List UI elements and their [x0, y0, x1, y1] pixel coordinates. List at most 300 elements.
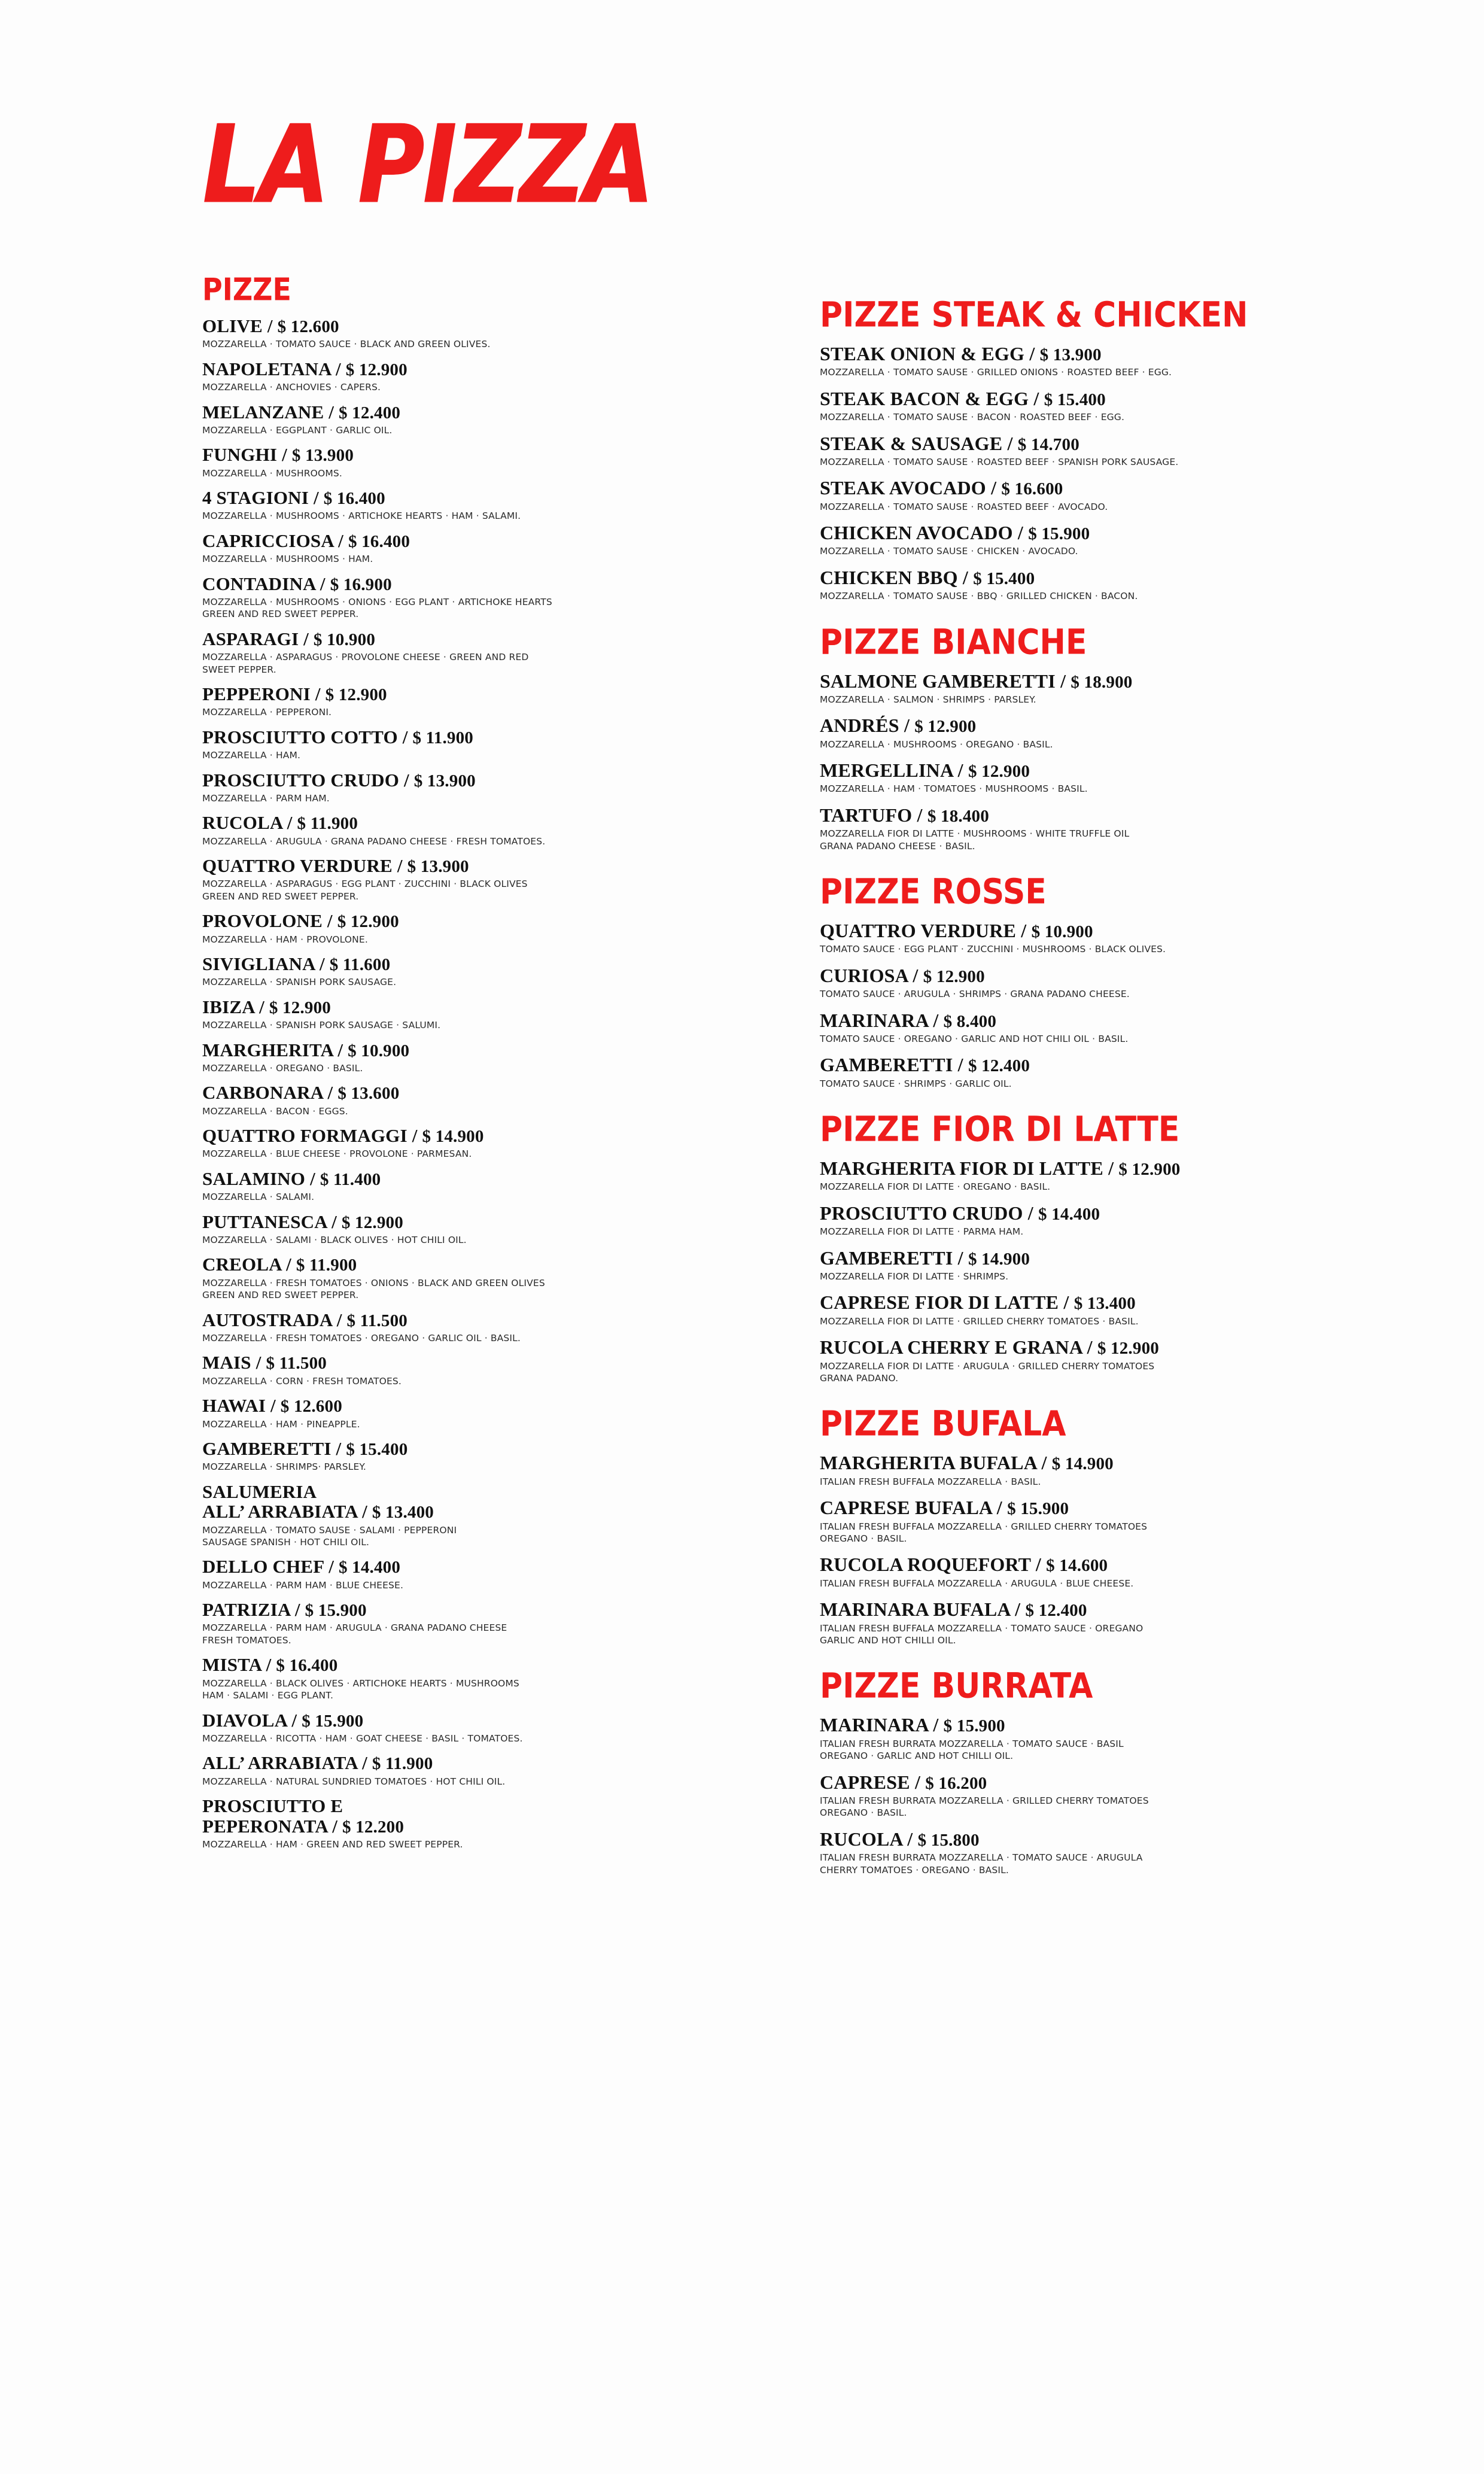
menu-item [202, 1439, 675, 1473]
menu-item-heading [820, 388, 1310, 409]
menu-item [820, 1452, 1310, 1488]
menu-item [202, 911, 675, 946]
menu-item [202, 316, 675, 351]
menu-item-price: $ 16.900 [330, 575, 392, 594]
menu-item [202, 531, 675, 566]
menu-item-price: $ 12.400 [968, 1056, 1030, 1076]
menu-item-price: $ 13.900 [407, 857, 469, 877]
menu-item [202, 1796, 675, 1850]
menu-item [202, 856, 675, 902]
menu-item-name: SIVIGLIANA / [202, 953, 325, 975]
menu-item-price: $ 11.900 [372, 1754, 433, 1774]
menu-section [820, 1109, 1310, 1384]
section-title: PIZZE BIANCHE [820, 622, 1087, 662]
menu-item-name: RUCOLA / [820, 1828, 913, 1850]
menu-item-price: $ 14.600 [1046, 1556, 1108, 1576]
menu-item-heading [202, 574, 675, 594]
menu-item [820, 1772, 1310, 1819]
menu-item-description: ITALIAN FRESH BURRATA MOZZARELLA · GRILLED CHERRY TOMATOES OREGANO · BASIL. [820, 1795, 1149, 1819]
menu-item-description: MOZZARELLA · TOMATO SAUSE · SALAMI · PEPPERONI SAUSAGE SPANISH · HOT CHILI OIL. [202, 1524, 457, 1548]
menu-item-heading [820, 478, 1310, 499]
menu-item [202, 1083, 675, 1117]
menu-item-description: MOZZARELLA FIOR DI LATTE · GRILLED CHERRY TOMATOES · BASIL. [820, 1315, 1139, 1327]
menu-item-name: RUCOLA / [202, 812, 293, 834]
menu-item-name: AUTOSTRADA / [202, 1309, 342, 1330]
menu-item [202, 1212, 675, 1247]
menu-item [202, 402, 675, 437]
menu-item [820, 715, 1310, 750]
menu-item [202, 954, 675, 989]
menu-item [820, 965, 1310, 1001]
menu-item-price: $ 14.700 [1017, 434, 1079, 454]
menu-item-heading [202, 1169, 675, 1189]
menu-item [820, 1203, 1310, 1238]
menu-item-heading [820, 1292, 1310, 1313]
menu-item-description: MOZZARELLA FIOR DI LATTE · ARUGULA · GRILLED CHERRY TOMATOES GRANA PADANO. [820, 1360, 1155, 1384]
menu-item-heading [820, 1554, 1310, 1575]
menu-item-description: MOZZARELLA · BLACK OLIVES · ARTICHOKE HEARTS · MUSHROOMS HAM · SALAMI · EGG PLANT. [202, 1677, 519, 1701]
menu-item-description: MOZZARELLA FIOR DI LATTE · SHRIMPS. [820, 1271, 1009, 1282]
menu-item [202, 1310, 675, 1345]
menu-item-price: $ 13.400 [1074, 1294, 1136, 1314]
menu-item-description: MOZZARELLA · MUSHROOMS. [202, 467, 342, 479]
menu-item-name: ASPARAGI / [202, 628, 309, 649]
menu-item [202, 1710, 675, 1745]
menu-item [820, 1248, 1310, 1283]
menu-item-price: $ 15.400 [346, 1439, 408, 1459]
menu-item-price: $ 15.900 [1007, 1499, 1069, 1519]
menu-item-description: MOZZARELLA FIOR DI LATTE · MUSHROOMS · WHITE TRUFFLE OIL GRANA PADANO CHEESE · BASIL. [820, 828, 1130, 852]
menu-item-heading [202, 1212, 675, 1232]
menu-item [820, 1554, 1310, 1589]
menu-item-description: MOZZARELLA · SPANISH PORK SAUSAGE. [202, 977, 397, 988]
menu-item-price: $ 11.600 [329, 955, 391, 975]
menu-item-description: MOZZARELLA · SPANISH PORK SAUSAGE · SALUMI. [202, 1020, 441, 1031]
menu-item [820, 760, 1310, 795]
menu-item-price: $ 14.400 [1038, 1204, 1100, 1224]
menu-item [820, 1010, 1310, 1045]
section-title: PIZZE STEAK & CHICKEN [820, 294, 1248, 335]
menu-item [202, 727, 675, 762]
menu-item-name: IBIZA / [202, 996, 264, 1017]
menu-item-price: $ 18.400 [927, 806, 989, 826]
menu-item-description: MOZZARELLA FIOR DI LATTE · OREGANO · BASIL. [820, 1181, 1051, 1193]
menu-item-price: $ 14.900 [968, 1249, 1030, 1269]
menu-item-name: STEAK BACON & EGG / [820, 387, 1039, 409]
menu-section [820, 1666, 1310, 1876]
menu-item [202, 1396, 675, 1430]
menu-item-heading [202, 1753, 675, 1773]
menu-item-heading [202, 1396, 675, 1416]
menu-item-heading [820, 1497, 1310, 1518]
menu-item-name: QUATTRO FORMAGGI / [202, 1125, 418, 1147]
menu-item-price: $ 16.200 [925, 1773, 987, 1793]
menu-item-price: $ 15.400 [973, 569, 1035, 588]
menu-item-description: TOMATO SAUCE · OREGANO · GARLIC AND HOT CHILI OIL · BASIL. [820, 1033, 1129, 1044]
menu-item-price: $ 14.400 [338, 1558, 401, 1578]
menu-item-price: $ 8.400 [943, 1011, 997, 1031]
menu-item-heading [820, 567, 1310, 588]
menu-item [820, 671, 1310, 706]
menu-item-name: CAPRESE / [820, 1771, 921, 1793]
menu-item-heading [820, 433, 1310, 454]
menu-item-description: MOZZARELLA · PEPPERONI. [202, 707, 332, 718]
menu-item-heading [820, 1772, 1310, 1793]
menu-item-price: $ 12.900 [1097, 1339, 1159, 1358]
menu-item [202, 1557, 675, 1591]
menu-item-name: RUCOLA ROQUEFORT / [820, 1554, 1041, 1576]
menu-item-heading [820, 1054, 1310, 1075]
menu-item-price: $ 13.400 [372, 1503, 434, 1522]
menu-item-description: MOZZARELLA · FRESH TOMATOES · OREGANO · GARLIC OIL · BASIL. [202, 1332, 521, 1344]
menu-item [202, 1169, 675, 1203]
menu-item-description: ITALIAN FRESH BUFFALA MOZZARELLA · ARUGULA · BLUE CHEESE. [820, 1578, 1134, 1589]
menu-item-price: $ 12.900 [341, 1212, 403, 1232]
menu-item-price: $ 11.900 [412, 728, 473, 747]
menu-item-description: MOZZARELLA · SHRIMPS· PARSLEY. [202, 1461, 366, 1473]
menu-item-name: HAWAI / [202, 1395, 276, 1417]
menu-item-heading [820, 1158, 1310, 1179]
menu-item-description: MOZZARELLA · MUSHROOMS · OREGANO · BASIL. [820, 738, 1053, 750]
menu-item-heading [202, 997, 675, 1017]
menu-item-name: ANDRÉS / [820, 715, 910, 737]
page-title: LA PIZZA [202, 102, 652, 228]
menu-item-price: $ 15.900 [943, 1716, 1005, 1736]
menu-item-heading [820, 805, 1310, 826]
menu-item-heading [820, 522, 1310, 543]
menu-item-description: MOZZARELLA · MUSHROOMS · HAM. [202, 554, 373, 565]
menu-item-name: STEAK AVOCADO / [820, 477, 997, 499]
menu-item [202, 813, 675, 847]
menu-item-name: CHICKEN AVOCADO / [820, 522, 1023, 544]
menu-item-name: MAIS / [202, 1352, 261, 1373]
menu-item-description: ITALIAN FRESH BURRATA MOZZARELLA · TOMATO SAUCE · BASIL OREGANO · GARLIC AND HOT CHILLI OIL. [820, 1738, 1124, 1762]
menu-item-price: $ 15.800 [917, 1830, 980, 1850]
menu-item-price: $ 11.500 [266, 1354, 327, 1373]
menu-item-name: PROVOLONE / [202, 910, 333, 932]
menu-item-description: MOZZARELLA · MUSHROOMS · ARTICHOKE HEARTS · HAM · SALAMI. [202, 510, 521, 522]
menu-item-price: $ 12.600 [277, 317, 339, 336]
menu-item-description: MOZZARELLA · NATURAL SUNDRIED TOMATOES · HOT CHILI OIL. [202, 1776, 506, 1787]
menu-item [820, 1337, 1310, 1384]
menu-item-description: MOZZARELLA · FRESH TOMATOES · ONIONS · BLACK AND GREEN OLIVES GREEN AND RED SWEET PEPPER. [202, 1277, 545, 1301]
menu-item-price: $ 12.900 [269, 998, 331, 1017]
menu-item-price: $ 12.900 [914, 717, 977, 737]
menu-item-price: $ 15.900 [1028, 524, 1090, 544]
menu-item-description: MOZZARELLA · CORN · FRESH TOMATOES. [202, 1375, 402, 1387]
menu-item-price: $ 11.400 [320, 1169, 381, 1189]
menu-item-heading [820, 760, 1310, 781]
menu-item-description: MOZZARELLA · TOMATO SAUSE · CHICKEN · AVOCADO. [820, 546, 1078, 557]
menu-item-description: MOZZARELLA · BACON · EGGS. [202, 1105, 348, 1117]
menu-item-name: CARBONARA / [202, 1082, 333, 1104]
menu-item-name: MARINARA / [820, 1009, 939, 1031]
menu-item-heading [202, 1655, 675, 1675]
menu-item-name: MELANZANE / [202, 401, 334, 423]
menu-item-heading [202, 1482, 675, 1522]
menu-item-description: MOZZARELLA · ASPARAGUS · PROVOLONE CHEESE · GREEN AND RED SWEET PEPPER. [202, 652, 529, 675]
menu-item [820, 344, 1310, 379]
menu-item [820, 1599, 1310, 1646]
menu-item-name: CREOLA / [202, 1254, 291, 1275]
menu-item-name: RUCOLA CHERRY E GRANA / [820, 1336, 1093, 1358]
menu-item-price: $ 12.900 [325, 685, 387, 705]
menu-item [820, 1715, 1310, 1762]
menu-item-price: $ 18.900 [1071, 672, 1133, 692]
menu-item-price: $ 14.900 [422, 1127, 484, 1147]
menu-item-heading [202, 531, 675, 551]
menu-item-description: ITALIAN FRESH BUFFALA MOZZARELLA · GRILLED CHERRY TOMATOES OREGANO · BASIL. [820, 1521, 1148, 1544]
menu-item [202, 770, 675, 805]
menu-item-price: $ 10.900 [313, 630, 376, 649]
menu-item-description: ITALIAN FRESH BUFFALA MOZZARELLA · TOMATO SAUCE · OREGANO GARLIC AND HOT CHILLI OIL. [820, 1622, 1144, 1646]
menu-item [202, 488, 675, 522]
menu-item-name: PUTTANESCA / [202, 1211, 337, 1232]
menu-item-heading [820, 1337, 1310, 1358]
menu-item-name: MARINARA BUFALA / [820, 1598, 1021, 1621]
menu-item-description: MOZZARELLA · RICOTTA · HAM · GOAT CHEESE · BASIL · TOMATOES. [202, 1733, 523, 1744]
menu-item-price: $ 16.400 [323, 489, 385, 509]
menu-item-heading [820, 344, 1310, 364]
menu-item-heading [202, 954, 675, 974]
menu-section [820, 294, 1310, 603]
section-title: PIZZE FIOR DI LATTE [820, 1109, 1180, 1150]
menu-item [820, 1054, 1310, 1090]
menu-item-heading [202, 727, 675, 747]
menu-item-name: MARGHERITA / [202, 1039, 343, 1060]
menu-item-price: $ 13.900 [1039, 345, 1102, 364]
menu-item-description: MOZZARELLA · TOMATO SAUCE · BLACK AND GREEN OLIVES. [202, 339, 491, 350]
menu-item [820, 805, 1310, 852]
section-title: PIZZE BURRATA [820, 1666, 1093, 1707]
menu-item-name: PROSCIUTTO E PEPERONATA / [202, 1795, 343, 1837]
menu-item-description: MOZZARELLA · BLUE CHEESE · PROVOLONE · PARMESAN. [202, 1148, 472, 1160]
menu-item-name: CONTADINA / [202, 573, 326, 594]
menu-item-description: MOZZARELLA · TOMATO SAUSE · ROASTED BEEF · SPANISH PORK SAUSAGE. [820, 456, 1179, 467]
menu-item [820, 433, 1310, 469]
menu-item-heading [202, 1439, 675, 1459]
menu-item-description: MOZZARELLA · SALAMI · BLACK OLIVES · HOT CHILI OIL. [202, 1234, 467, 1245]
menu-item-description: MOZZARELLA · HAM · PROVOLONE. [202, 934, 368, 945]
menu-item-price: $ 12.400 [1025, 1601, 1087, 1621]
menu-item-name: CAPRICCIOSA / [202, 530, 343, 551]
section-title: PIZZE ROSSE [820, 871, 1047, 913]
menu-item-heading [202, 1254, 675, 1275]
menu-item-price: $ 14.900 [1051, 1454, 1114, 1474]
menu-item-description: MOZZARELLA · PARM HAM. [202, 792, 330, 804]
menu-item-heading [202, 445, 675, 465]
menu-item-heading [202, 316, 675, 336]
menu-item-description: MOZZARELLA · PARM HAM · BLUE CHEESE. [202, 1579, 404, 1591]
menu-item-description: MOZZARELLA · OREGANO · BASIL. [202, 1062, 363, 1074]
menu-item-heading [202, 1353, 675, 1373]
menu-item [202, 1353, 675, 1387]
menu-item-heading [820, 715, 1310, 736]
menu-item [202, 359, 675, 394]
menu-item [202, 1600, 675, 1646]
menu-item-heading [202, 911, 675, 931]
menu-item-price: $ 16.600 [1001, 479, 1063, 499]
menu-item-price: $ 12.200 [342, 1817, 405, 1837]
menu-item-heading [202, 856, 675, 876]
menu-item-heading [820, 1715, 1310, 1736]
menu-item-price: $ 12.900 [345, 360, 408, 379]
menu-item [202, 1254, 675, 1301]
menu-item-price: $ 11.500 [346, 1311, 408, 1330]
menu-item-heading [820, 1248, 1310, 1269]
menu-item-name: CAPRESE FIOR DI LATTE / [820, 1291, 1069, 1314]
menu-item-name: PATRIZIA / [202, 1599, 300, 1621]
menu-item-heading [202, 1126, 675, 1146]
menu-item-heading [202, 1310, 675, 1330]
menu-item [202, 1753, 675, 1788]
menu-item-heading [202, 1600, 675, 1620]
menu-item-heading [820, 1452, 1310, 1473]
menu-item-description: MOZZARELLA · ASPARAGUS · EGG PLANT · ZUCCHINI · BLACK OLIVES GREEN AND RED SWEET PEPPER. [202, 879, 528, 902]
menu-item-name: MARGHERITA BUFALA / [820, 1452, 1047, 1474]
menu-item [202, 1040, 675, 1075]
menu-item-price: $ 12.900 [337, 912, 399, 932]
menu-item-name: MARGHERITA FIOR DI LATTE / [820, 1157, 1114, 1180]
menu-item-name: ALL’ ARRABIATA / [202, 1752, 367, 1774]
left-menu-column [202, 271, 675, 1874]
menu-section [820, 871, 1310, 1090]
menu-item [820, 1829, 1310, 1876]
menu-item [202, 997, 675, 1032]
menu-item-name: QUATTRO VERDURE / [820, 920, 1027, 942]
menu-item-description: MOZZARELLA · EGGPLANT · GARLIC OIL. [202, 424, 393, 436]
menu-item-heading [202, 359, 675, 379]
menu-item-price: $ 13.900 [413, 771, 476, 791]
menu-item-heading [202, 1557, 675, 1577]
menu-item-heading [202, 1796, 675, 1837]
menu-item-price: $ 12.400 [339, 403, 401, 423]
menu-item-description: MOZZARELLA FIOR DI LATTE · PARMA HAM. [820, 1226, 1024, 1238]
menu-item [820, 1292, 1310, 1327]
menu-item-name: CURIOSA / [820, 964, 919, 986]
menu-item-name: STEAK ONION & EGG / [820, 343, 1035, 364]
menu-item-name: MERGELLINA / [820, 759, 963, 782]
menu-item-price: $ 16.400 [348, 531, 410, 551]
menu-item-price: $ 12.900 [968, 762, 1030, 782]
menu-item [820, 567, 1310, 603]
menu-item-description: MOZZARELLA · TOMATO SAUSE · ROASTED BEEF · AVOCADO. [820, 501, 1108, 512]
menu-item-heading [202, 813, 675, 833]
menu-item [202, 1655, 675, 1701]
menu-item-description: TOMATO SAUCE · SHRIMPS · GARLIC OIL. [820, 1078, 1012, 1089]
menu-item-description: MOZZARELLA · SALAMI. [202, 1192, 315, 1203]
menu-item-heading [820, 920, 1310, 941]
menu-item-description: TOMATO SAUCE · EGG PLANT · ZUCCHINI · MUSHROOMS · BLACK OLIVES. [820, 944, 1166, 955]
menu-section [202, 271, 675, 1850]
menu-item-price: $ 11.900 [297, 814, 358, 834]
menu-item-heading [202, 1040, 675, 1060]
menu-item-name: MARINARA / [820, 1714, 939, 1736]
menu-item-name: GAMBERETTI / [820, 1247, 963, 1269]
menu-item-price: $ 10.900 [1031, 922, 1093, 942]
menu-item-name: DIAVOLA / [202, 1709, 297, 1731]
menu-item-heading [202, 770, 675, 791]
menu-item-name: PROSCIUTTO CRUDO / [202, 769, 409, 791]
section-title: PIZZE BUFALA [820, 1404, 1066, 1445]
menu-item-heading [202, 684, 675, 704]
menu-item-description: MOZZARELLA · HAM · TOMATOES · MUSHROOMS · BASIL. [820, 783, 1088, 795]
menu-item-description: MOZZARELLA · PARM HAM · ARUGULA · GRANA PADANO CHEESE FRESH TOMATOES. [202, 1622, 507, 1646]
menu-item [202, 445, 675, 479]
menu-item-price: $ 12.900 [923, 966, 985, 986]
menu-item [202, 1482, 675, 1549]
menu-item [820, 1158, 1310, 1193]
menu-section [820, 622, 1310, 853]
menu-item-heading [202, 629, 675, 649]
menu-item-price: $ 11.900 [296, 1256, 357, 1275]
menu-item-name: CHICKEN BBQ / [820, 566, 968, 588]
menu-item-name: SALUMERIA ALL’ ARRABIATA / [202, 1481, 367, 1522]
menu-item-description: MOZZARELLA · HAM · PINEAPPLE. [202, 1418, 360, 1430]
menu-item-description: MOZZARELLA · TOMATO SAUSE · GRILLED ONIONS · ROASTED BEEF · EGG. [820, 367, 1172, 378]
menu-item-price: $ 10.900 [348, 1041, 410, 1060]
menu-item-description: MOZZARELLA · TOMATO SAUSE · BBQ · GRILLED CHICKEN · BACON. [820, 591, 1138, 602]
menu-item [202, 1126, 675, 1160]
menu-item [820, 478, 1310, 513]
menu-item-name: STEAK & SAUSAGE / [820, 432, 1013, 454]
menu-item-heading [202, 488, 675, 508]
menu-section [820, 1404, 1310, 1646]
menu-item-description: ITALIAN FRESH BUFFALA MOZZARELLA · BASIL. [820, 1476, 1041, 1487]
menu-item [820, 920, 1310, 956]
section-title: PIZZE [202, 271, 291, 308]
menu-item-name: PEPPERONI / [202, 683, 321, 705]
menu-item-name: MISTA / [202, 1654, 272, 1676]
menu-item-heading [820, 965, 1310, 986]
menu-item-name: SALAMINO / [202, 1168, 315, 1189]
menu-item-price: $ 13.900 [291, 446, 354, 466]
menu-item-description: ITALIAN FRESH BURRATA MOZZARELLA · TOMATO SAUCE · ARUGULA CHERRY TOMATOES · OREGANO · BASIL. [820, 1852, 1143, 1876]
menu-item-name: NAPOLETANA / [202, 358, 341, 379]
menu-item-heading [202, 1710, 675, 1731]
menu-item-description: MOZZARELLA · HAM. [202, 750, 301, 761]
menu-item-description: MOZZARELLA · ARUGULA · GRANA PADANO CHEESE · FRESH TOMATOES. [202, 835, 546, 847]
menu-item-price: $ 13.600 [337, 1084, 400, 1104]
menu-item-name: TARTUFO / [820, 804, 923, 826]
menu-item-name: DELLO CHEF / [202, 1556, 334, 1578]
menu-item-description: MOZZARELLA · SALMON · SHRIMPS · PARSLEY. [820, 694, 1036, 705]
menu-item-heading [820, 1203, 1310, 1224]
menu-item-price: $ 15.900 [302, 1711, 364, 1731]
menu-item-name: PROSCIUTTO COTTO / [202, 726, 408, 747]
menu-item-name: OLIVE / [202, 315, 273, 336]
menu-item-name: QUATTRO VERDURE / [202, 855, 403, 877]
menu-item-heading [820, 671, 1310, 692]
right-menu-column [820, 294, 1310, 1900]
menu-item-description: TOMATO SAUCE · ARUGULA · SHRIMPS · GRANA PADANO CHEESE. [820, 989, 1130, 1000]
menu-item-heading [820, 1599, 1310, 1620]
menu-item-description: MOZZARELLA · ANCHOVIES · CAPERS. [202, 382, 381, 393]
menu-item-heading [820, 1010, 1310, 1031]
menu-item-price: $ 12.600 [280, 1397, 342, 1417]
menu-item [820, 522, 1310, 558]
menu-item-description: MOZZARELLA · MUSHROOMS · ONIONS · EGG PLANT · ARTICHOKE HEARTS GREEN AND RED SWEET PEPPER. [202, 596, 552, 620]
menu-item-price: $ 12.900 [1118, 1160, 1181, 1180]
menu-item-name: GAMBERETTI / [820, 1054, 963, 1076]
menu-item-name: FUNGHI / [202, 444, 287, 466]
menu-item-description: MOZZARELLA · TOMATO SAUSE · BACON · ROASTED BEEF · EGG. [820, 412, 1125, 423]
menu-item-name: GAMBERETTI / [202, 1437, 342, 1459]
menu-item-heading [820, 1829, 1310, 1850]
menu-item [202, 574, 675, 621]
menu-item-price: $ 16.400 [276, 1656, 338, 1676]
menu-item-description: MOZZARELLA · HAM · GREEN AND RED SWEET PEPPER. [202, 1838, 463, 1850]
